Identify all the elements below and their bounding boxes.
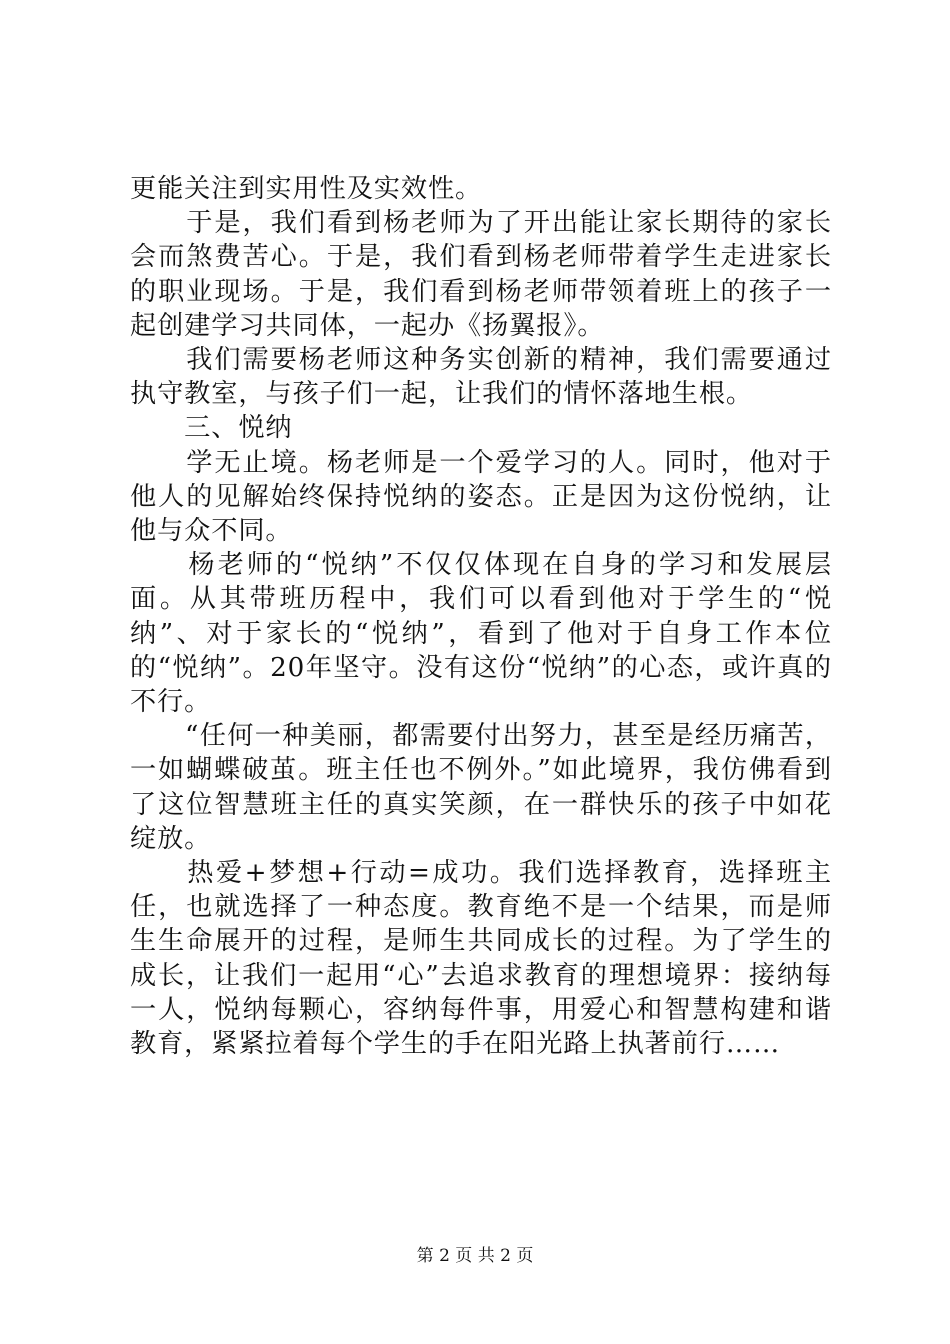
section-heading: 三、悦纳 [130, 413, 293, 444]
paragraph: 我们需要杨老师这种务实创新的精神，我们需要通过执守教室，与孩子们一起，让我们的情怀落地生根。 [130, 345, 832, 410]
document-body [130, 172, 832, 1061]
paragraph: 于是，我们看到杨老师为了开出能让家长期待的家长会而煞费苦心。于是，我们看到杨老师带着学生走进家长的职业现场。于是，我们看到杨老师带领着班上的孩子一起创建学习共同体，一起办《扬翼报》。 [130, 208, 832, 341]
paragraph: 学无止境。杨老师是一个爱学习的人。同时，他对于他人的见解始终保持悦纳的姿态。正是因为这份悦纳，让他与众不同。 [130, 447, 832, 547]
paragraph: 杨老师的“悦纳”不仅仅体现在自身的学习和发展层面。从其带班历程中，我们可以看到他对于学生的“悦纳”、对于家长的“悦纳”，看到了他对于自身工作本位的“悦纳”。20年坚守。没有这份“悦纳”的心态，或许真的不行。 [130, 550, 832, 718]
page-footer: 第 2 页 共 2 页 [416, 1246, 534, 1266]
paragraph: 热爱+梦想+行动=成功。我们选择教育，选择班主任，也就选择了一种态度。教育绝不是一个结果，而是师生生命展开的过程，是师生共同成长的过程。为了学生的成长，让我们一起用“心”去追求教育的理想境界：接纳每一人，悦纳每颗心，容纳每件事，用爱心和智慧构建和谐教育，紧紧拉着每个学生的手在阳光路上执著前行…… [130, 858, 832, 1060]
paragraph: “任何一种美丽，都需要付出努力，甚至是经历痛苦，一如蝴蝶破茧。班主任也不例外。”如此境界，我仿佛看到了这位智慧班主任的真实笑颜，在一群快乐的孩子中如花绽放。 [130, 721, 832, 854]
paragraph: 更能关注到实用性及实效性。 [130, 174, 483, 204]
